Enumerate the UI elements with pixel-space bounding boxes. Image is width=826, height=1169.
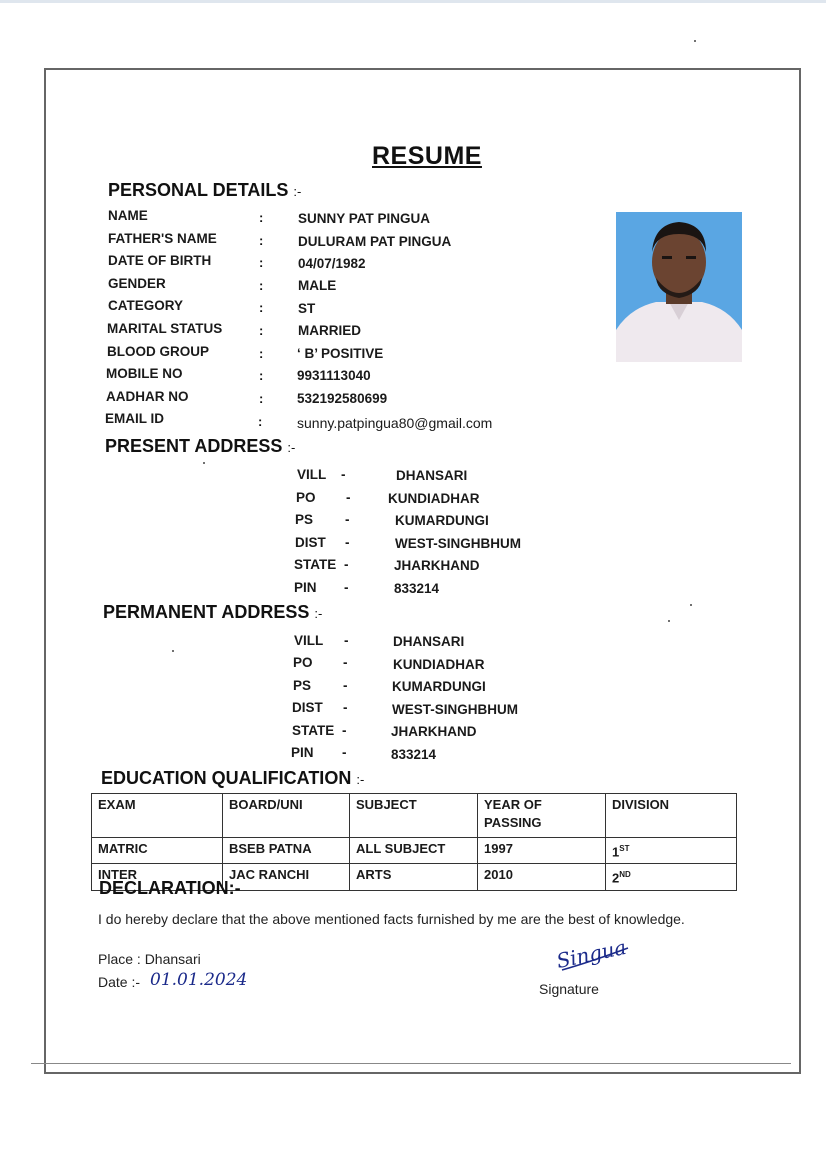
bottom-rule (31, 1063, 791, 1064)
field-value-aadhar: 532192580699 (297, 391, 388, 406)
field-value-dob: 04/07/1982 (298, 256, 366, 271)
present-value-vill: DHANSARI (396, 468, 468, 483)
field-value-category: ST (298, 301, 316, 316)
scan-speck (694, 40, 696, 42)
permanent-label-vill: VILL (294, 633, 324, 648)
permanent-heading-text: PERMANENT ADDRESS (103, 602, 310, 622)
resume-title: RESUME (372, 142, 482, 170)
present-dash: - (344, 557, 349, 572)
education-heading-text: EDUCATION QUALIFICATION (101, 768, 352, 788)
signature-label: Signature (539, 981, 599, 997)
permanent-label-state: STATE (292, 723, 335, 738)
header-subject: SUBJECT (350, 794, 478, 838)
present-value-ps: KUMARDUNGI (395, 513, 489, 528)
present-dash: - (345, 535, 350, 550)
field-value-mobile: 9931113040 (297, 368, 371, 383)
present-heading-suffix: :- (287, 440, 296, 455)
date-label: Date :- (98, 974, 141, 990)
scan-speck (690, 604, 692, 606)
permanent-value-pin: 833214 (391, 747, 437, 762)
field-label-marital-status: MARITAL STATUS (107, 321, 223, 336)
permanent-value-vill: DHANSARI (393, 634, 465, 649)
field-label-dob: DATE OF BIRTH (108, 253, 212, 268)
permanent-dash: - (343, 678, 348, 693)
field-value-blood-group: ‘ B’ POSITIVE (297, 346, 384, 361)
division-suffix: ND (619, 870, 631, 880)
place-label: Place : Dhansari (98, 951, 201, 967)
present-label-vill: VILL (297, 467, 327, 482)
header-board: BOARD/UNI (223, 794, 350, 838)
personal-heading-suffix: :- (293, 184, 302, 199)
present-dash: - (346, 490, 351, 505)
table-header-row (92, 794, 737, 838)
field-colon: : (259, 255, 264, 270)
present-value-po: KUNDIADHAR (388, 491, 480, 506)
present-address-heading (105, 436, 295, 457)
cell-year: 1997 (478, 838, 606, 864)
field-colon: : (259, 368, 264, 383)
permanent-dash: - (342, 723, 347, 738)
declaration-heading: DECLARATION:- (99, 878, 241, 898)
personal-heading-text: PERSONAL DETAILS (108, 180, 289, 200)
scan-speck (668, 620, 670, 622)
present-label-dist: DIST (295, 535, 326, 550)
present-label-state: STATE (294, 557, 337, 572)
cell-division (606, 864, 737, 890)
permanent-value-state: JHARKHAND (391, 724, 477, 739)
permanent-label-ps: PS (293, 678, 312, 693)
field-label-fathers-name: FATHER'S NAME (108, 231, 217, 246)
present-dash: - (341, 467, 346, 482)
permanent-value-ps: KUMARDUNGI (392, 679, 486, 694)
cell-subject: ALL SUBJECT (350, 838, 478, 864)
table-row (92, 838, 737, 864)
division-number: 2 (612, 870, 620, 886)
field-colon: : (259, 346, 264, 361)
present-label-ps: PS (295, 512, 314, 527)
education-heading (101, 768, 364, 789)
permanent-heading-suffix: :- (314, 606, 323, 621)
field-colon: : (259, 300, 264, 315)
present-label-pin: PIN (294, 580, 317, 595)
profile-photo (616, 212, 742, 362)
field-label-gender: GENDER (108, 276, 166, 291)
field-value-email: sunny.patpingua80@gmail.com (297, 415, 493, 431)
scan-edge (0, 0, 826, 3)
cell-year: 2010 (478, 864, 606, 890)
present-value-pin: 833214 (394, 581, 440, 596)
field-colon: : (259, 233, 264, 248)
permanent-dash: - (344, 633, 349, 648)
permanent-label-dist: DIST (292, 700, 323, 715)
field-colon: : (259, 391, 264, 406)
division-number: 1 (612, 844, 620, 860)
personal-details-heading (108, 180, 301, 201)
field-label-email: EMAIL ID (105, 411, 165, 426)
cell-board: JAC RANCHI (223, 864, 350, 890)
permanent-dash: - (343, 700, 348, 715)
permanent-dash: - (342, 745, 347, 760)
signature-flourish-icon (560, 944, 630, 974)
present-dash: - (345, 512, 350, 527)
division-suffix: ST (619, 844, 630, 853)
present-heading-text: PRESENT ADDRESS (105, 436, 283, 456)
permanent-value-po: KUNDIADHAR (393, 657, 485, 672)
cell-exam: MATRIC (92, 838, 223, 864)
permanent-label-po: PO (293, 655, 313, 670)
permanent-label-pin: PIN (291, 745, 314, 760)
field-value-gender: MALE (298, 278, 337, 293)
education-table (91, 793, 737, 891)
header-year: YEAR OF PASSING (478, 794, 606, 838)
person-photo-icon (616, 212, 742, 362)
permanent-dash: - (343, 655, 348, 670)
declaration-text: I do hereby declare that the above mentioned facts furnished by me are the best of knowledge. (98, 911, 685, 927)
field-label-name: NAME (108, 208, 148, 223)
present-dash: - (344, 580, 349, 595)
cell-division (606, 838, 737, 864)
field-value-fathers-name: DULURAM PAT PINGUA (298, 234, 452, 249)
scan-speck (172, 650, 174, 652)
permanent-address-heading (103, 602, 322, 623)
present-value-dist: WEST-SINGHBHUM (395, 536, 521, 551)
education-heading-suffix: :- (356, 772, 365, 787)
field-colon: : (259, 210, 264, 225)
header-division: DIVISION (606, 794, 737, 838)
permanent-value-dist: WEST-SINGHBHUM (392, 702, 518, 717)
field-colon: : (259, 323, 264, 338)
signature-handwriting: Singua (554, 934, 629, 974)
field-colon: : (258, 414, 263, 429)
field-value-marital-status: MARRIED (298, 323, 361, 338)
field-colon: : (259, 278, 264, 293)
present-value-state: JHARKHAND (394, 558, 480, 573)
date-handwritten: 01.01.2024 (150, 970, 248, 990)
header-exam: EXAM (92, 794, 223, 838)
field-value-name: SUNNY PAT PINGUA (298, 211, 431, 226)
cell-board: BSEB PATNA (223, 838, 350, 864)
field-label-mobile: MOBILE NO (106, 366, 183, 381)
cell-subject: ARTS (350, 864, 478, 890)
scan-speck (203, 462, 205, 464)
field-label-aadhar: AADHAR NO (106, 389, 189, 404)
cell-exam: INTER (92, 864, 223, 890)
present-label-po: PO (296, 490, 316, 505)
field-label-blood-group: BLOOD GROUP (107, 344, 210, 359)
field-label-category: CATEGORY (108, 298, 184, 313)
